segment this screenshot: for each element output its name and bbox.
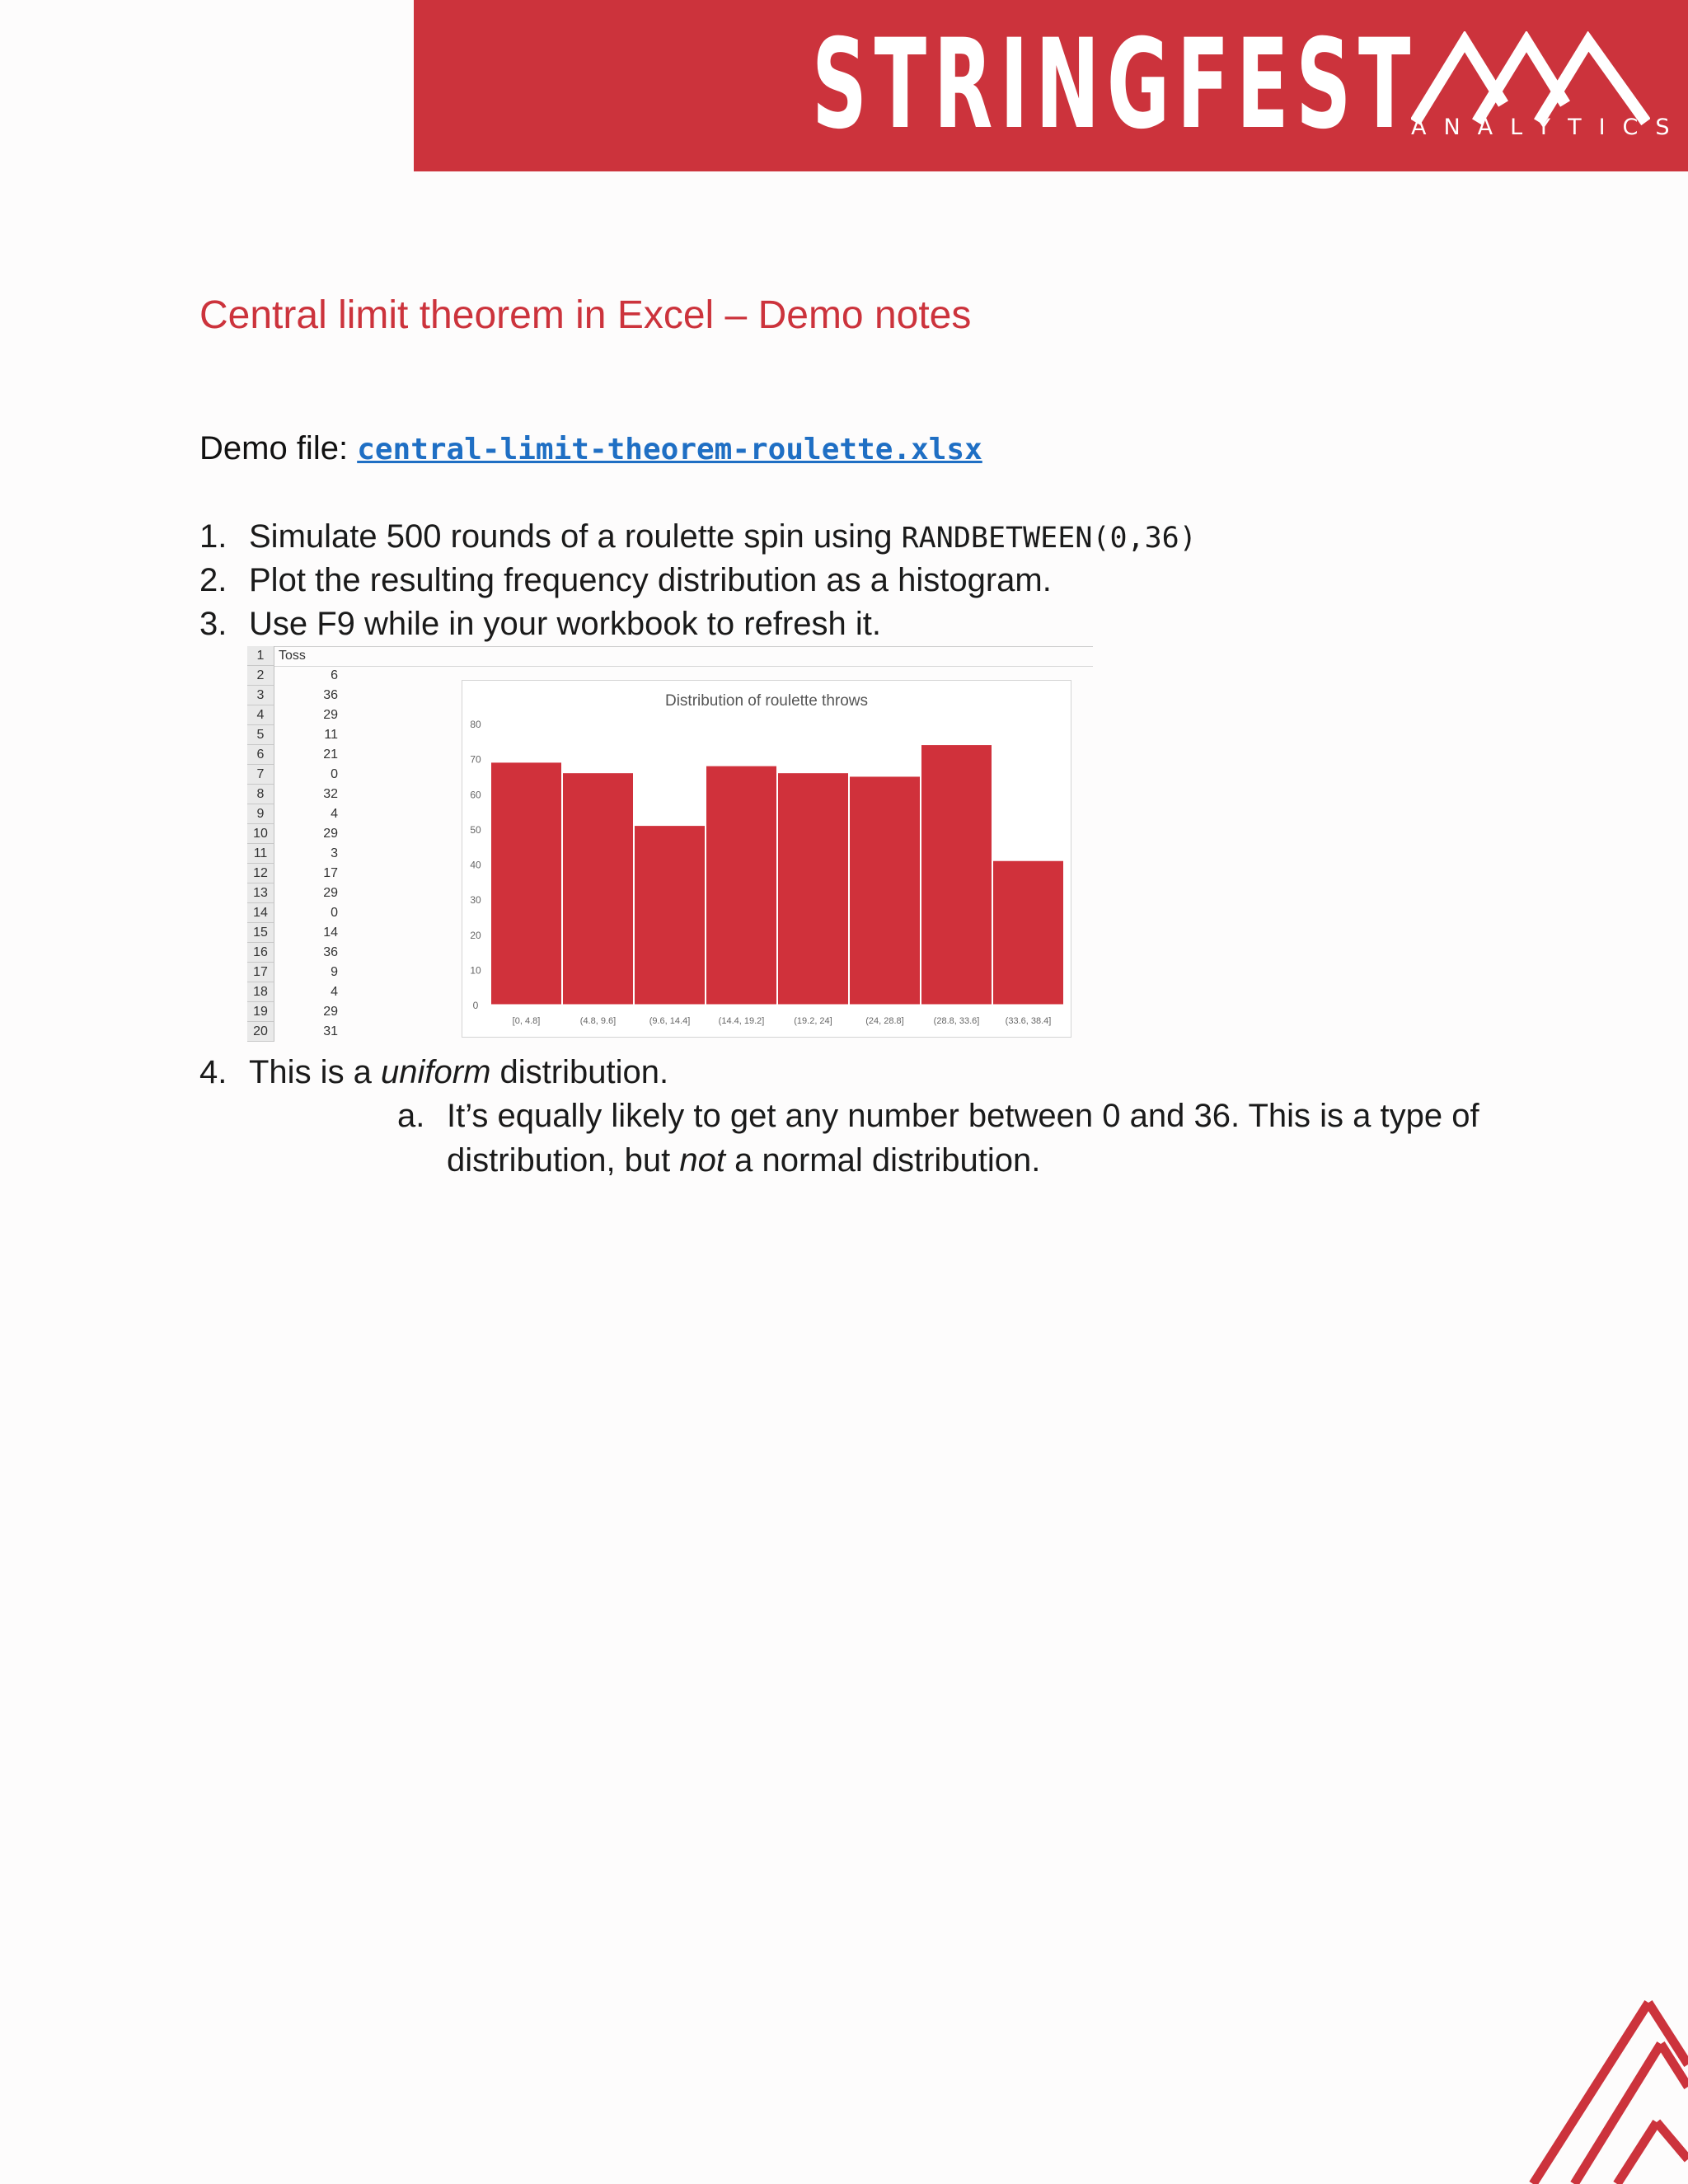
histogram-bar [921, 745, 992, 1005]
x-tick-label: (9.6, 14.4] [649, 1016, 691, 1026]
sheet-row-number: 13 [247, 883, 274, 903]
sheet-row-number: 4 [247, 705, 274, 725]
y-tick-label: 30 [470, 894, 481, 907]
sheet-cell: 29 [323, 1005, 338, 1019]
step-text: Plot the resulting frequency distribution as a histogram. [249, 562, 1052, 598]
histogram-chart [462, 680, 1071, 1038]
list-item-step-4 [199, 1050, 668, 1094]
x-tick-label: [0, 4.8] [512, 1016, 541, 1026]
histogram-svg [462, 681, 1071, 1037]
sheet-row [247, 785, 346, 804]
chart-title: Distribution of roulette throws [664, 692, 869, 710]
list-item-step-2 [199, 558, 1052, 602]
histogram-bar [706, 766, 777, 1005]
sheet-row-number: 11 [247, 844, 274, 864]
sheet-row-number: 6 [247, 745, 274, 765]
y-tick-label: 0 [472, 1000, 479, 1011]
sheet-row-number: 10 [247, 824, 274, 844]
step-text-before: It’s equally likely to get any number between 0 and 36. This is a type of distribution, but [447, 1098, 1479, 1179]
x-tick-label: (4.8, 9.6] [579, 1016, 617, 1026]
corner-logo-icon [1525, 1994, 1688, 2184]
sheet-row [247, 923, 346, 943]
y-tick-label: 80 [470, 719, 481, 730]
sheet-cell: 32 [323, 787, 338, 801]
sheet-row [247, 943, 346, 963]
list-number: 4. [199, 1054, 227, 1090]
sheet-row [247, 686, 346, 705]
sheet-cell: 17 [323, 866, 338, 880]
sheet-row-number: 19 [247, 1002, 274, 1022]
demo-file-line [199, 425, 982, 473]
list-number: 2. [199, 562, 227, 598]
sheet-row [247, 864, 346, 883]
x-tick-label: (14.4, 19.2] [718, 1016, 765, 1026]
sheet-cell: 31 [323, 1024, 338, 1038]
sheet-row-number: 12 [247, 864, 274, 883]
sheet-row [247, 903, 346, 923]
sheet-row [247, 765, 346, 785]
sheet-row-number: 1 [247, 646, 274, 666]
brand-subtitle: ANALYTICS [1411, 115, 1687, 140]
sheet-row [247, 646, 346, 666]
sheet-row [247, 1002, 346, 1022]
sheet-row-number: 14 [247, 903, 274, 923]
sheet-row [247, 666, 346, 686]
sheet-row-number: 3 [247, 686, 274, 705]
sheet-cell: 0 [331, 906, 338, 920]
histogram-bar [993, 860, 1064, 1005]
sheet-column-header: Toss [279, 649, 306, 663]
x-tick-label: (28.8, 33.6] [933, 1016, 980, 1026]
sheet-cell: 21 [323, 748, 338, 762]
sheet-row [247, 883, 346, 903]
y-tick-label: 50 [470, 823, 481, 836]
sheet-row [247, 982, 346, 1002]
sheet-header-divider [247, 666, 1093, 667]
sheet-row [247, 745, 346, 765]
sheet-cell: 36 [323, 688, 338, 702]
sheet-cell: 6 [331, 668, 338, 682]
y-tick-label: 10 [470, 964, 481, 977]
sheet-cell: 29 [323, 827, 338, 841]
sheet-cell: 4 [331, 807, 338, 821]
sheet-cell: 9 [331, 965, 338, 979]
sheet-row-number: 20 [247, 1022, 274, 1042]
demo-file-link[interactable]: central-limit-theorem-roulette.xlsx [357, 433, 982, 466]
step-text-emphasis: uniform [381, 1054, 491, 1090]
histogram-bar [563, 773, 634, 1005]
sheet-row [247, 725, 346, 745]
sheet-row [247, 963, 346, 982]
demo-file-label: Demo file: [199, 430, 349, 466]
sheet-border [247, 646, 1093, 647]
sheet-cell: 14 [323, 926, 338, 940]
x-tick-label: (19.2, 24] [794, 1016, 832, 1026]
x-tick-label: (24, 28.8] [865, 1016, 904, 1026]
histogram-bar [635, 826, 706, 1005]
histogram-bar [850, 776, 921, 1005]
step-text-before: This is a [249, 1054, 382, 1090]
y-tick-label: 60 [470, 789, 481, 801]
brand-name: STRINGFEST [812, 13, 1418, 157]
list-number: 1. [199, 518, 227, 555]
sheet-row [247, 844, 346, 864]
list-item-step-3 [199, 602, 881, 646]
sheet-row-number: 15 [247, 923, 274, 943]
sheet-cell: 4 [331, 985, 338, 999]
sheet-row-number: 17 [247, 963, 274, 982]
x-tick-label: (33.6, 38.4] [1005, 1016, 1052, 1026]
sheet-row-number: 18 [247, 982, 274, 1002]
sheet-cell: 11 [324, 728, 338, 742]
histogram-bar [778, 773, 849, 1005]
sheet-row-number: 9 [247, 804, 274, 824]
sheet-row [247, 804, 346, 824]
y-tick-label: 40 [470, 859, 481, 871]
step-code: RANDBETWEEN(0,36) [901, 522, 1197, 555]
histogram-bar [491, 762, 562, 1005]
sheet-row-number: 8 [247, 785, 274, 804]
sheet-row [247, 824, 346, 844]
sheet-cell: 3 [331, 846, 338, 860]
list-letter: a. [397, 1098, 425, 1134]
sheet-cell: 29 [323, 708, 338, 722]
step-text-after: distribution. [490, 1054, 669, 1090]
list-item-step-4a [397, 1094, 1502, 1183]
step-text: Simulate 500 rounds of a roulette spin using [249, 518, 902, 555]
sheet-cell: 0 [331, 767, 338, 781]
list-number: 3. [199, 606, 227, 642]
list-item-step-1 [199, 514, 1197, 560]
y-tick-label: 70 [470, 753, 481, 766]
step-text-emphasis: not [679, 1142, 725, 1179]
y-tick-label: 20 [470, 929, 481, 941]
sheet-cell: 36 [323, 945, 338, 959]
page-title: Central limit theorem in Excel – Demo notes [199, 293, 972, 337]
step-text-after: a normal distribution. [725, 1142, 1041, 1179]
sheet-row [247, 1022, 346, 1042]
sheet-cell: 29 [323, 886, 338, 900]
sheet-row-number: 7 [247, 765, 274, 785]
sheet-row-number: 16 [247, 943, 274, 963]
sheet-row [247, 705, 346, 725]
sheet-row-number: 2 [247, 666, 274, 686]
step-text: Use F9 while in your workbook to refresh it. [249, 606, 881, 642]
sheet-row-number: 5 [247, 725, 274, 745]
